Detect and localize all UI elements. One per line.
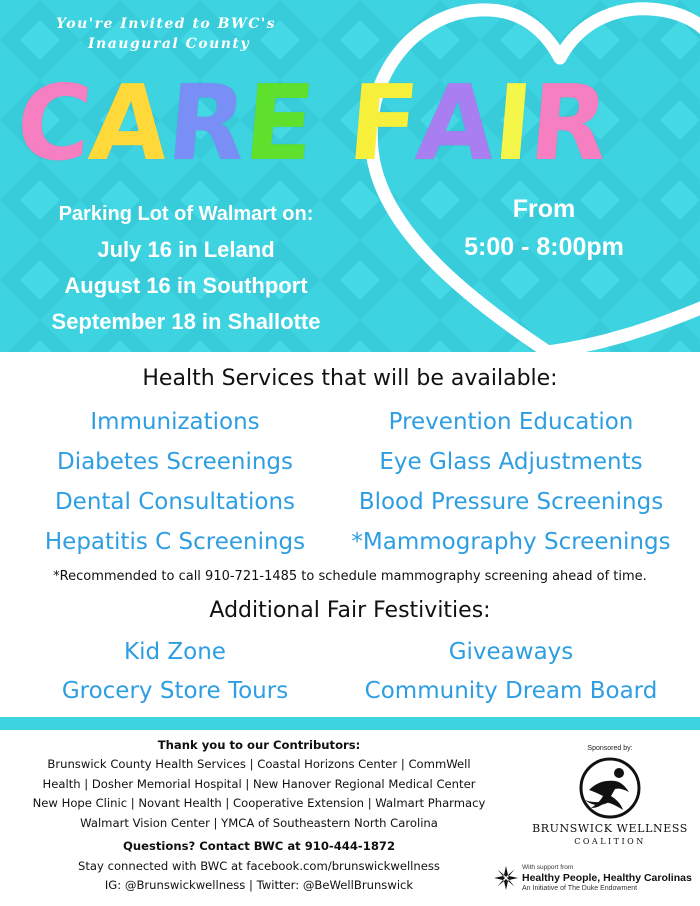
location-intro: Parking Lot of Walmart on:: [58, 203, 314, 225]
support-tagline: An Initiative of The Duke Endowment: [522, 885, 638, 892]
festivities-heading: Additional Fair Festivities:: [209, 598, 491, 623]
contributors-heading: Thank you to our Contributors:: [157, 738, 361, 752]
title-letter: A: [85, 62, 171, 184]
mammography-note: *Recommended to call 910-721-1485 to schedule mammography screening ahead of time.: [53, 569, 647, 584]
contributors-line-4: Walmart Vision Center | YMCA of Southeastern North Carolina: [80, 815, 438, 830]
service-dental: Dental Consultations: [54, 489, 296, 515]
services-heading: Health Services that will be available:: [142, 366, 558, 391]
service-eyeglass: Eye Glass Adjustments: [379, 449, 643, 475]
invite-line-1: You're Invited to BWC's: [56, 16, 276, 32]
support-name: Healthy People, Healthy Carolinas: [522, 872, 692, 884]
festivity-giveaways: Giveaways: [448, 639, 574, 665]
sponsored-by-label: Sponsored by:: [587, 745, 633, 752]
title-letter: I: [488, 62, 534, 184]
divider-band: [0, 717, 700, 730]
title-letter: F: [343, 62, 421, 184]
title-letter: A: [412, 62, 498, 184]
service-mammography: *Mammography Screenings: [351, 529, 671, 555]
contributors-line-1: Brunswick County Health Services | Coastal Horizons Center | CommWell: [47, 757, 471, 771]
date-leland: July 16 in Leland: [97, 237, 275, 262]
care-fair-title: [11, 60, 692, 186]
bwc-subtitle: COALITION: [574, 837, 646, 846]
social-handles: IG: @Brunswickwellness | Twitter: @BeWellBrunswick: [104, 878, 414, 892]
location-dates: [0, 196, 372, 340]
hero-banner: [0, 0, 700, 352]
service-diabetes: Diabetes Screenings: [56, 449, 294, 475]
starburst-icon: [494, 866, 518, 890]
time-range: 5:00 - 8:00pm: [464, 233, 624, 261]
facebook-link: Stay connected with BWC at facebook.com/brunswickwellness: [78, 858, 440, 873]
festivity-grocery-tours: Grocery Store Tours: [61, 678, 289, 704]
title-letter: R: [162, 62, 248, 184]
event-time: [420, 190, 668, 266]
date-shallotte: September 18 in Shallotte: [51, 309, 321, 334]
invitation-text: [56, 14, 276, 54]
contributors-footer: [0, 738, 518, 896]
from-label: From: [512, 195, 576, 223]
support-logo: [494, 864, 700, 894]
contact-phone: Questions? Contact BWC at 910-444-1872: [122, 839, 396, 853]
bwc-name: BRUNSWICK WELLNESS: [532, 822, 688, 835]
title-letter: E: [239, 62, 317, 184]
service-hepatitis: Hepatitis C Screenings: [44, 529, 306, 555]
invite-line-2: Inaugural County: [88, 36, 251, 52]
festivity-dream-board: Community Dream Board: [364, 678, 658, 704]
service-blood-pressure: Blood Pressure Screenings: [358, 489, 664, 515]
service-immunizations: Immunizations: [90, 409, 260, 435]
service-prevention: Prevention Education: [388, 409, 634, 435]
festivity-kid-zone: Kid Zone: [124, 639, 226, 665]
title-letter: C: [11, 62, 94, 184]
date-southport: August 16 in Southport: [64, 273, 308, 298]
support-label: With support from: [522, 864, 574, 871]
sponsor-block: [530, 745, 690, 846]
contributors-line-3: New Hope Clinic | Novant Health | Cooperative Extension | Walmart Pharmacy: [32, 796, 486, 810]
title-letter: R: [525, 62, 611, 184]
bwc-logo-icon: [575, 756, 645, 820]
contributors-line-2: Health | Dosher Memorial Hospital | New Hanover Regional Medical Center: [42, 776, 476, 791]
